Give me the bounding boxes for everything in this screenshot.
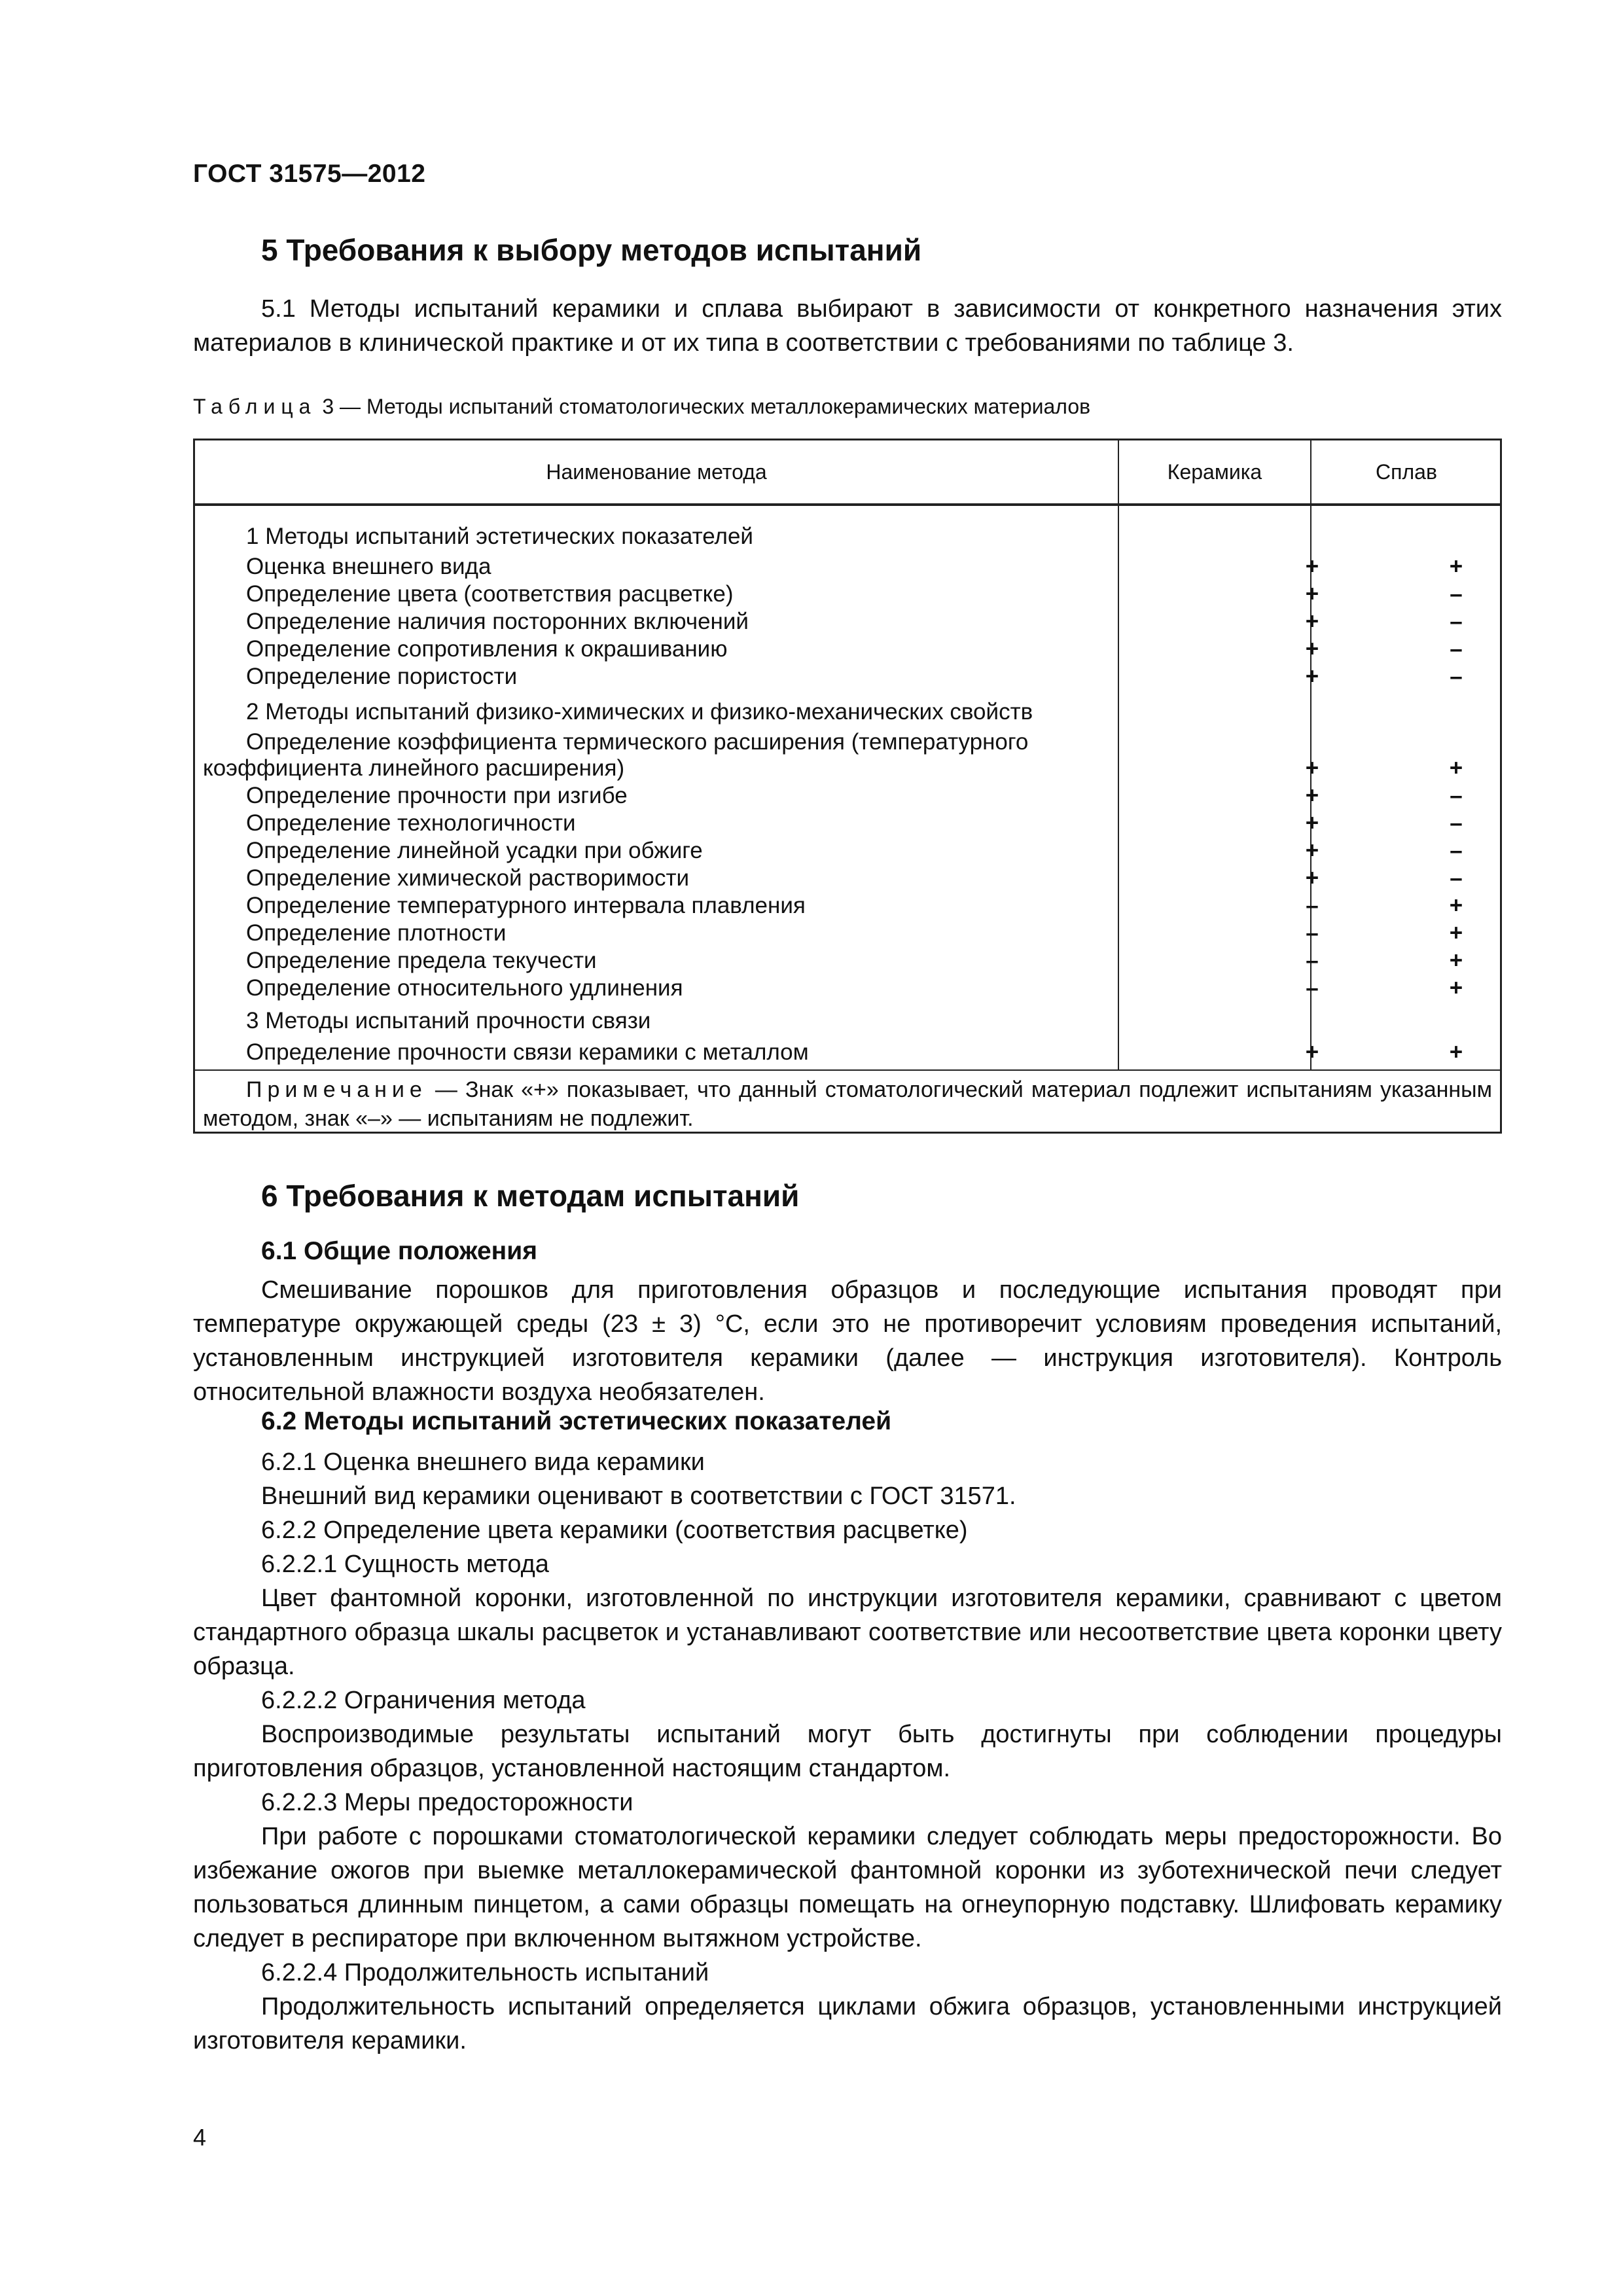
alloy-mark: – [1450, 609, 1463, 634]
table-row [195, 636, 1500, 663]
method-name: Определение предела текучести [246, 948, 597, 973]
ceramics-mark: – [1306, 948, 1319, 973]
ceramics-mark: + [1305, 609, 1319, 634]
alloy-mark: + [1449, 948, 1463, 973]
table-row [195, 810, 1500, 837]
clause-6-2-1: 6.2.1 Оценка внешнего вида керамики [261, 1448, 705, 1476]
clause-6-2-2-3: 6.2.2.3 Меры предосторожности [261, 1789, 633, 1816]
method-name: Определение прочности связи керамики с металлом [246, 1039, 809, 1065]
alloy-mark: + [1449, 893, 1463, 918]
alloy-mark: – [1450, 838, 1463, 863]
alloy-mark: + [1449, 975, 1463, 1001]
method-name: 3 Методы испытаний прочности связи [246, 1008, 651, 1033]
table-row [195, 920, 1500, 947]
ceramics-mark: – [1306, 920, 1319, 946]
ceramics-mark: + [1305, 755, 1319, 781]
table-header-method: Наименование метода [546, 460, 767, 484]
clause-6-2-1-text: Внешний вид керамики оценивают в соответствии с ГОСТ 31571. [261, 1482, 1016, 1510]
table-row [195, 728, 1500, 756]
table-row [195, 608, 1500, 636]
table-row [195, 782, 1500, 810]
clause-6-2-2-2: 6.2.2.2 Ограничения метода [261, 1687, 586, 1714]
method-name: Определение температурного интервала плавления [246, 893, 806, 918]
table-row [195, 1007, 1500, 1035]
clause-6-2-2: 6.2.2 Определение цвета керамики (соответствия расцветке) [261, 1516, 968, 1544]
alloy-mark: – [1450, 783, 1463, 808]
table-row [195, 663, 1500, 691]
method-name: Оценка внешнего вида [246, 554, 491, 579]
section-6-1-title: 6.1 Общие положения [261, 1237, 537, 1265]
clause-6-2-2-1-text: Цвет фантомной коронки, изготовленной по инструкции изготовителя керамики, сравнивают с цветом стандартного образца шкалы расцветок и устанавливают соответствие или несоответствие цвета коронки цвету образца. [193, 1585, 1502, 1680]
alloy-mark: + [1449, 920, 1463, 946]
table-row [195, 975, 1500, 1002]
method-name: Определение пористости [246, 664, 518, 689]
method-name: Определение цвета (соответствия расцветке) [246, 581, 734, 607]
method-name: коэффициента линейного расширения) [203, 755, 625, 781]
clause-6-2-2-2-text: Воспроизводимые результаты испытаний могут быть достигнуты при соблюдении процедуры приготовления образцов, установленной настоящим стандартом. [193, 1721, 1502, 1782]
page-number: 4 [193, 2124, 207, 2151]
ceramics-mark: + [1305, 554, 1319, 579]
clause-6-2-2-4: 6.2.2.4 Продолжительность испытаний [261, 1959, 709, 1986]
alloy-mark: – [1450, 664, 1463, 689]
ceramics-mark: + [1305, 783, 1319, 808]
table-caption-label: Таблица [193, 395, 317, 418]
table-note-divider [195, 1069, 1500, 1071]
alloy-mark: – [1450, 581, 1463, 607]
table-row [195, 523, 1500, 550]
table-row [195, 947, 1500, 975]
alloy-mark: + [1449, 755, 1463, 781]
ceramics-mark: + [1305, 1039, 1319, 1065]
ceramics-mark: + [1305, 838, 1319, 863]
table-row [195, 865, 1500, 892]
section-6-2-title: 6.2 Методы испытаний эстетических показателей [261, 1407, 892, 1435]
table-row [195, 755, 1500, 782]
method-name: 1 Методы испытаний эстетических показателей [246, 524, 753, 549]
method-name: Определение химической растворимости [246, 865, 690, 891]
method-name: Определение прочности при изгибе [246, 783, 628, 808]
method-name: Определение линейной усадки при обжиге [246, 838, 703, 863]
method-name: Определение наличия посторонних включений [246, 609, 749, 634]
ceramics-mark: + [1305, 636, 1319, 662]
ceramics-mark: + [1305, 664, 1319, 689]
clause-6-2-2-3-text: При работе с порошками стоматологической керамики следует соблюдать меры предосторожности. Во избежание ожогов при выемке металлокерамической фантомной коронки из зуботехнической печи следует пользоваться длинным пинцетом, а сами образцы помещать на огнеупорную подставку. Шлифовать керамику следует в респираторе при включенном вытяжном устройстве. [193, 1823, 1502, 1952]
method-name: Определение относительного удлинения [246, 975, 683, 1001]
alloy-mark: – [1450, 810, 1463, 836]
document-code: ГОСТ 31575—2012 [193, 160, 426, 188]
method-name: Определение сопротивления к окрашиванию [246, 636, 728, 662]
section-5-title: 5 Требования к выбору методов испытаний [261, 233, 922, 267]
section-6-1-paragraph: Смешивание порошков для приготовления образцов и последующие испытания проводят при температуре окружающей среды (23 ± 3) °С, если это не противоречит условиям проведения испытаний, установленным инструкцией изготовителя керамики (далее — инструкция изготовителя). Контроль относительной влажности воздуха необязателен. [193, 1276, 1502, 1406]
clause-6-2-2-1: 6.2.2.1 Сущность метода [261, 1551, 549, 1578]
table-row [195, 1039, 1500, 1066]
table-header-ceramics: Керамика [1167, 460, 1262, 484]
alloy-mark: + [1449, 1039, 1463, 1065]
table-header-divider [195, 503, 1500, 506]
table-row [195, 581, 1500, 608]
table-row [195, 553, 1500, 581]
method-name: Определение плотности [246, 920, 507, 946]
table-note-label: Примечание [246, 1077, 427, 1102]
table-note-text: — Знак «+» показывает, что данный стоматологический материал подлежит испытаниям указанным методом, знак «–» — испытаниям не подлежит. [203, 1077, 1492, 1131]
table-row [195, 698, 1500, 726]
table-row [195, 837, 1500, 865]
ceramics-mark: + [1305, 581, 1319, 607]
table-caption-text: 3 — Методы испытаний стоматологических металлокерамических материалов [322, 395, 1091, 418]
ceramics-mark: – [1306, 893, 1319, 918]
ceramics-mark: + [1305, 810, 1319, 836]
table-row [195, 892, 1500, 920]
method-name: 2 Методы испытаний физико-химических и физико-механических свойств [246, 699, 1033, 725]
alloy-mark: – [1450, 636, 1463, 662]
table-header-alloy: Сплав [1376, 460, 1437, 484]
section-5-paragraph: 5.1 Методы испытаний керамики и сплава выбирают в зависимости от конкретного назначения этих материалов в клинической практике и от их типа в соответствии с требованиями по таблице 3. [193, 295, 1502, 357]
clause-6-2-2-4-text: Продолжительность испытаний определяется циклами обжига образцов, установленными инструкцией изготовителя керамики. [193, 1993, 1502, 2054]
method-name: Определение технологичности [246, 810, 576, 836]
table-note [203, 1075, 1492, 1133]
ceramics-mark: – [1306, 975, 1319, 1001]
methods-table [193, 439, 1502, 1134]
alloy-mark: + [1449, 554, 1463, 579]
table-caption [193, 395, 1090, 419]
ceramics-mark: + [1305, 865, 1319, 891]
alloy-mark: – [1450, 865, 1463, 891]
section-6-title: 6 Требования к методам испытаний [261, 1179, 800, 1213]
method-name: Определение коэффициента термического расширения (температурного [246, 729, 1029, 755]
